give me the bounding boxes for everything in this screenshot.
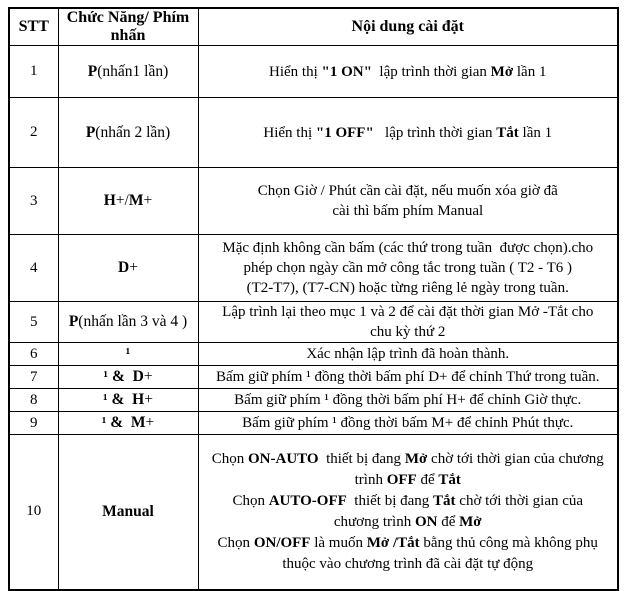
row-3-content xyxy=(198,168,618,235)
row-10-content xyxy=(198,435,618,590)
row-2-key xyxy=(58,98,198,168)
text-run: Hiển thị xyxy=(263,124,316,141)
text-line xyxy=(201,238,616,258)
text-line: nhấn xyxy=(110,27,146,44)
text-run: Tắt xyxy=(433,492,456,509)
text-run: Tắt xyxy=(438,471,461,488)
row-10-key xyxy=(58,435,198,590)
text-run: bằng thủ công mà không phụ xyxy=(419,534,598,551)
text-run: + xyxy=(145,414,155,431)
row-1-key xyxy=(58,46,198,98)
row-4-key xyxy=(58,235,198,302)
text-run: Chọn xyxy=(232,492,269,509)
text-run: lần 1 xyxy=(518,124,553,141)
row-7-key xyxy=(58,366,198,389)
header-function-key xyxy=(58,8,198,46)
row-7-content xyxy=(198,366,618,389)
row-3-key xyxy=(58,168,198,235)
row-1-stt: 1 xyxy=(9,46,58,98)
table-row-5 xyxy=(9,302,618,343)
row-4-content xyxy=(198,235,618,302)
text-line xyxy=(201,533,616,554)
text-run: + xyxy=(129,259,138,276)
row-1-content xyxy=(198,46,618,98)
text-line xyxy=(201,491,616,512)
header-setting-content: Nội dung cài đặt xyxy=(198,8,618,46)
row-2-content xyxy=(198,98,618,168)
text-run: phép chọn ngày cần mở công tắc trong tuần ( T2 - T6 ) xyxy=(243,260,573,276)
text-run: Mở xyxy=(459,513,482,530)
text-run: (nhấn lần 3 và 4 ) xyxy=(78,313,188,330)
text-run: chờ tới thời gian của chương xyxy=(427,450,604,467)
text-run: "1 OFF" xyxy=(315,124,374,141)
text-run: (nhấn 2 lần) xyxy=(95,123,171,141)
text-run: cài thì bấm phím Manual xyxy=(332,203,484,219)
text-run: thiết bị đang xyxy=(346,492,434,509)
text-run: M xyxy=(128,192,144,209)
text-line xyxy=(201,181,616,201)
row-9-content xyxy=(198,412,618,435)
text-line xyxy=(201,201,616,221)
text-run: là muốn xyxy=(310,534,367,551)
timer-settings-table xyxy=(8,7,619,591)
row-5-key xyxy=(58,302,198,343)
text-run: thuộc vào chương trình đã cài đặt tự động xyxy=(282,555,534,572)
text-run: ¹ & H xyxy=(103,391,145,408)
text-line xyxy=(201,278,616,298)
table-row-1 xyxy=(9,46,618,98)
text-run: H xyxy=(103,192,116,209)
text-run: P xyxy=(68,313,79,330)
text-line xyxy=(201,512,616,533)
row-6-content xyxy=(198,343,618,366)
text-run: + xyxy=(144,391,153,408)
row-6-stt: 6 xyxy=(9,343,58,366)
text-run: ON/OFF xyxy=(253,534,311,551)
table-row-3 xyxy=(9,168,618,235)
text-run: lần 1 xyxy=(513,63,547,80)
text-run: để xyxy=(437,513,460,530)
row-8-key xyxy=(58,389,198,412)
text-run: trình xyxy=(354,471,387,488)
text-line xyxy=(201,302,616,322)
text-run: để xyxy=(416,471,439,488)
table-row-2 xyxy=(9,98,618,168)
row-5-content xyxy=(198,302,618,343)
text-run: +/ xyxy=(115,192,129,209)
text-run: Mở /Tắt xyxy=(366,534,420,551)
text-run: ¹ & D xyxy=(103,368,144,385)
text-run: + xyxy=(143,368,153,385)
text-line xyxy=(201,554,616,575)
text-line xyxy=(201,123,616,143)
text-run: P xyxy=(85,123,96,141)
row-9-stt: 9 xyxy=(9,412,58,435)
text-line xyxy=(201,391,616,409)
text-run: Lập trình lại theo mục 1 và 2 để cài đặt thời gian Mở -Tắt cho xyxy=(222,304,594,320)
text-line xyxy=(201,62,616,82)
text-run: Mở xyxy=(490,63,514,80)
row-4-stt: 4 xyxy=(9,235,58,302)
row-7-stt: 7 xyxy=(9,366,58,389)
text-run: ¹ xyxy=(125,345,131,362)
header-stt: STT xyxy=(9,8,58,46)
header-row xyxy=(9,8,618,46)
text-run: Xác nhận lập trình đã hoàn thành. xyxy=(306,346,510,362)
text-run: lập trình thời gian xyxy=(373,124,497,141)
text-line xyxy=(201,414,616,432)
text-line xyxy=(201,258,616,278)
text-run: P xyxy=(87,62,98,80)
text-run: chương trình xyxy=(333,513,415,530)
text-run: Chọn Giờ / Phút cần cài đặt, nếu muốn xóa giờ đã xyxy=(257,183,558,199)
text-line: Chức Năng/ Phím xyxy=(66,9,190,26)
table-row-9 xyxy=(9,412,618,435)
row-8-content xyxy=(198,389,618,412)
table-row-10 xyxy=(9,435,618,590)
row-10-stt: 10 xyxy=(9,435,58,590)
text-run: Manual xyxy=(102,502,154,520)
text-line xyxy=(201,322,616,342)
text-run: thiết bị đang xyxy=(318,450,405,467)
text-run: Chọn xyxy=(211,450,248,467)
row-3-stt: 3 xyxy=(9,168,58,235)
text-run: (T2-T7), (T7-CN) hoặc từng riêng lẻ ngày trong tuần. xyxy=(246,280,569,296)
table-row-7 xyxy=(9,366,618,389)
text-run: ¹ & M xyxy=(101,414,146,431)
text-run: Bấm giữ phím ¹ đồng thời bấm phí D+ để chỉnh Thứ trong tuần. xyxy=(215,369,600,385)
text-run: chờ tới thời gian của xyxy=(455,492,584,509)
text-run: Mở xyxy=(404,450,428,467)
text-line xyxy=(201,470,616,491)
row-6-key xyxy=(58,343,198,366)
text-line xyxy=(201,368,616,386)
row-8-stt: 8 xyxy=(9,389,58,412)
text-run: Tắt xyxy=(496,124,519,141)
text-run: lập trình thời gian xyxy=(371,63,491,80)
row-9-key xyxy=(58,412,198,435)
table-row-4 xyxy=(9,235,618,302)
text-run: chu kỳ thứ 2 xyxy=(370,324,446,340)
text-run: Hiển thị xyxy=(269,63,322,80)
text-run: Bấm giữ phím ¹ đồng thời bấm phí H+ để chỉnh Giờ thực. xyxy=(234,392,582,408)
text-line xyxy=(201,345,616,363)
text-run: Chọn xyxy=(217,534,254,551)
text-run: + xyxy=(143,192,153,209)
text-run: ON-AUTO xyxy=(248,450,319,467)
text-run: OFF xyxy=(386,471,417,488)
table-row-6 xyxy=(9,343,618,366)
text-line xyxy=(201,449,616,470)
text-run: Mặc định không cần bấm (các thứ trong tuần được chọn).cho xyxy=(222,240,594,256)
row-2-stt: 2 xyxy=(9,98,58,168)
table-row-8 xyxy=(9,389,618,412)
text-run: ON xyxy=(414,513,438,530)
text-run: "1 ON" xyxy=(321,63,372,80)
text-run: AUTO-OFF xyxy=(268,492,347,509)
text-run: Bấm giữ phím ¹ đồng thời bấm M+ để chỉnh Phút thực. xyxy=(242,415,574,431)
table-body xyxy=(9,46,618,590)
row-5-stt: 5 xyxy=(9,302,58,343)
text-run: D xyxy=(118,259,130,276)
text-run: (nhấn1 lần) xyxy=(97,62,169,80)
